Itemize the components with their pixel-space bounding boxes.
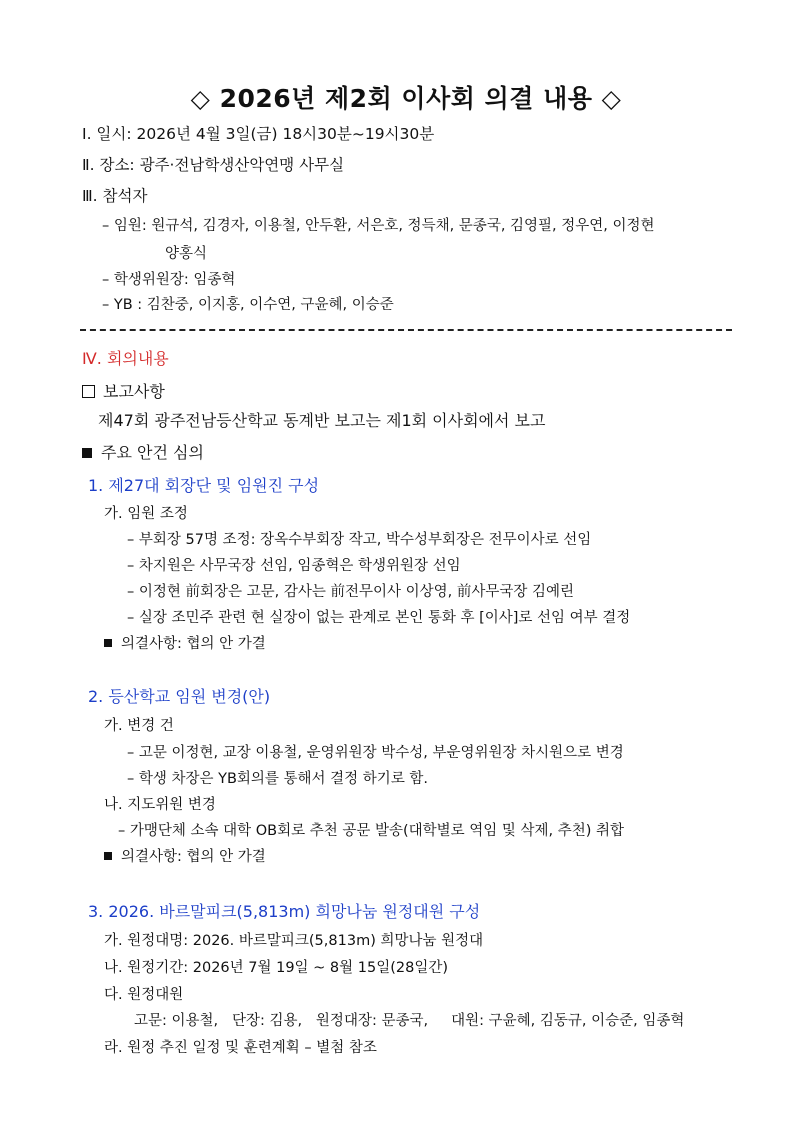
filled-square-icon [104, 852, 112, 860]
item3-members: 고문: 이용철, 단장: 김용, 원정대장: 문종국, 대원: 구윤혜, 김동규, 이승준, 임종혁 [134, 1013, 685, 1029]
attendees-heading: Ⅲ. 참석자 [82, 187, 148, 205]
meeting-place: Ⅱ. 장소: 광주·전남학생산악연맹 사무실 [82, 156, 345, 174]
item2-resolution-label: 의결사항: 협의 안 가결 [121, 849, 266, 865]
attendees-officers-continued: 양홍식 [165, 246, 208, 262]
item2-line: – 학생 차장은 YB회의를 통해서 결정 하기로 함. [127, 771, 429, 787]
item1-line: – 부회장 57명 조정: 장옥수부회장 작고, 박수성부회장은 전무이사로 선임 [127, 532, 592, 548]
item3-members-heading: 다. 원정대원 [104, 987, 184, 1003]
report-text: 제47회 광주전남등산학교 동계반 보고는 제1회 이사회에서 보고 [98, 411, 546, 430]
agenda-heading-label: 주요 안건 심의 [101, 443, 204, 462]
report-heading [82, 382, 165, 402]
item3-heading: 3. 2026. 바르말피크(5,813m) 희망나눔 원정대원 구성 [88, 902, 481, 921]
item1-sub-a: 가. 임원 조정 [104, 506, 188, 522]
filled-square-icon [82, 448, 92, 458]
item3-name: 가. 원정대명: 2026. 바르말피크(5,813m) 희망나눔 원정대 [104, 933, 484, 949]
item1-line: – 실장 조민주 관련 현 실장이 없는 관계로 본인 통화 후 [이사]로 선임 여부 결정 [127, 610, 631, 626]
meeting-content-heading: Ⅳ. 회의내용 [82, 349, 169, 368]
document-title: ◇ 2026년 제2회 이사회 의결 내용 ◇ [190, 84, 622, 113]
checkbox-empty-icon [82, 385, 95, 398]
item1-heading: 1. 제27대 회장단 및 임원진 구성 [88, 476, 320, 495]
meeting-date: Ⅰ. 일시: 2026년 4월 3일(금) 18시30분~19시30분 [82, 125, 435, 143]
item1-resolution [104, 634, 266, 654]
attendees-officers: – 임원: 원규석, 김경자, 이용철, 안두환, 서은호, 정득채, 문종국, 김영필, 정우연, 이정현 [102, 218, 655, 234]
item1-line: – 차지원은 사무국장 선임, 임종혁은 학생위원장 선임 [127, 558, 461, 574]
item2-heading: 2. 등산학교 임원 변경(안) [88, 687, 271, 706]
report-heading-label: 보고사항 [103, 382, 165, 401]
section-divider [80, 329, 732, 331]
item1-resolution-label: 의결사항: 협의 안 가결 [121, 636, 266, 652]
item1-line: – 이정현 前회장은 고문, 감사는 前전무이사 이상영, 前사무국장 김예린 [127, 584, 575, 600]
item2-line: – 고문 이정현, 교장 이용철, 운영위원장 박수성, 부운영위원장 차시원으로 변경 [127, 745, 624, 761]
item2-sub-b: 나. 지도위원 변경 [104, 797, 216, 813]
filled-square-icon [104, 639, 112, 647]
item2-line-b: – 가맹단체 소속 대학 OB회로 추천 공문 발송(대학별로 역임 및 삭제, 추천) 취합 [118, 823, 625, 839]
attendees-student-chair: – 학생위원장: 임종혁 [102, 272, 236, 288]
agenda-heading [82, 443, 204, 463]
item3-period: 나. 원정기간: 2026년 7월 19일 ~ 8월 15일(28일간) [104, 960, 449, 976]
item2-resolution [104, 847, 266, 867]
item3-schedule: 라. 원정 추진 일정 및 훈련계획 – 별첨 참조 [104, 1040, 377, 1056]
attendees-yb: – YB : 김찬중, 이지홍, 이수연, 구윤혜, 이승준 [102, 297, 394, 313]
item2-sub-a: 가. 변경 건 [104, 718, 174, 734]
